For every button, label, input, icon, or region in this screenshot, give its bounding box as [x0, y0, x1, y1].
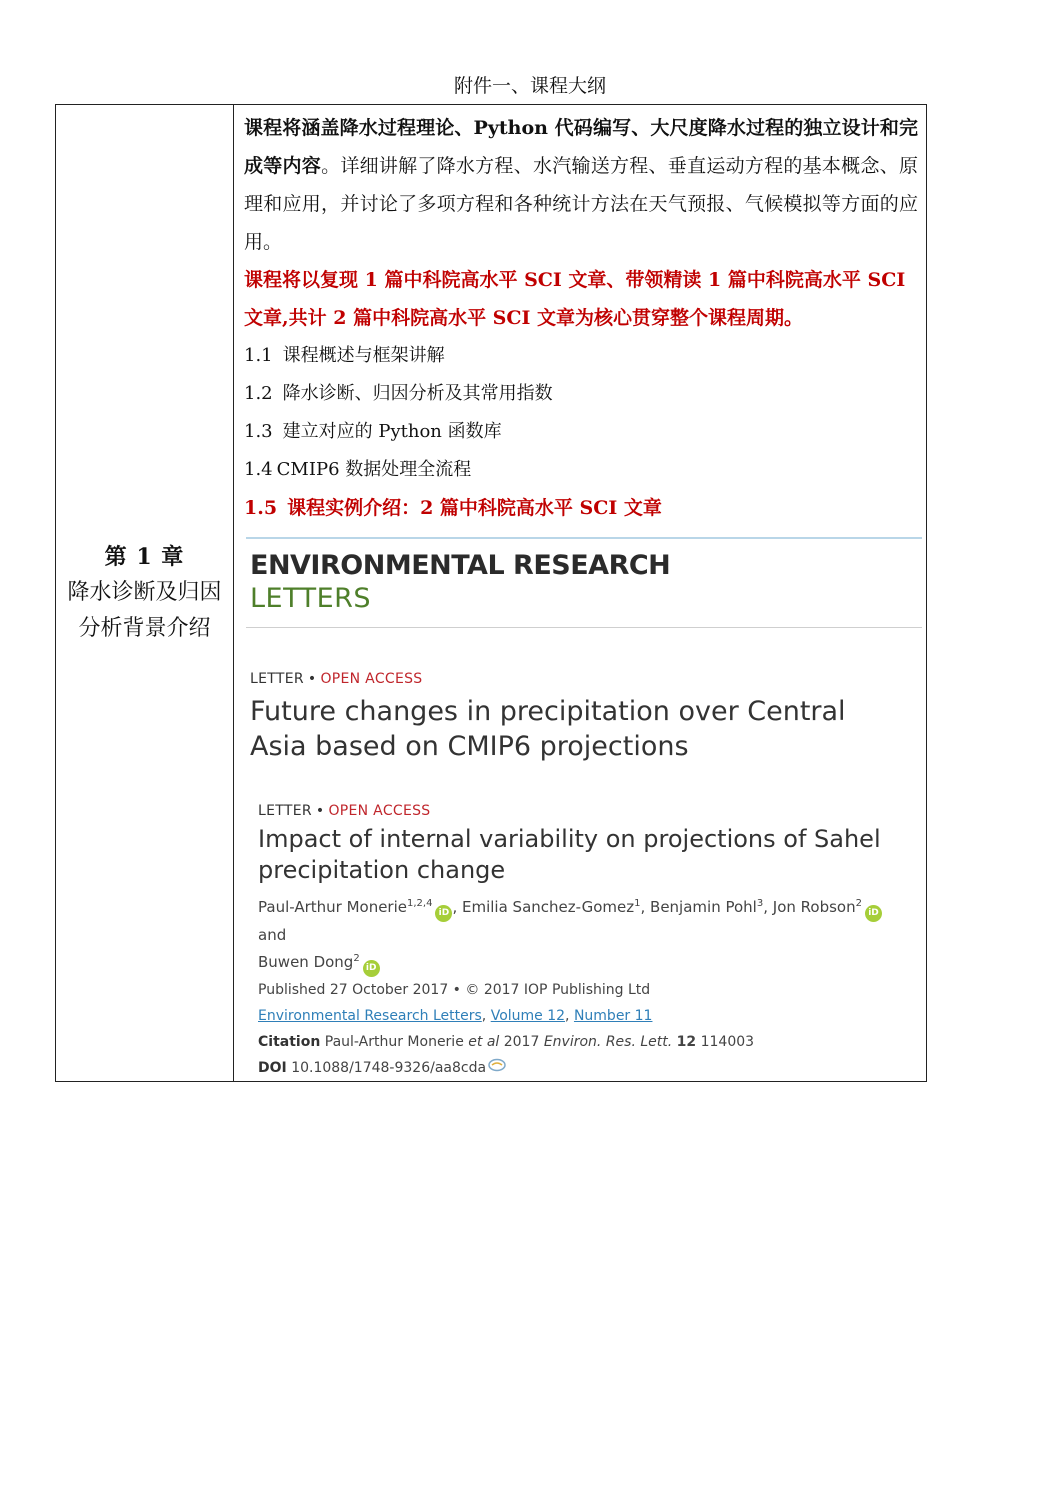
author-list: Paul-Arthur Monerie$^{1,2,4}$iD , Emilia Sanchez-Gomez$^1$, Benjamin Pohl$^3$, Jon Robson$^2$iD and Buwen Dong$^2$iD [258, 894, 908, 977]
journal-name-line1: ENVIRONMENTAL RESEARCH [250, 550, 671, 581]
article-card [258, 802, 922, 1081]
published-line: Published 27 October 2017 • © 2017 IOP Publishing Ltd [258, 982, 651, 998]
chapter-number: 第 1 章 [104, 544, 185, 570]
citation-line: Citation Paul-Arthur Monerie et al 2017 Environ. Res. Lett. 12 114003 [258, 1034, 755, 1050]
chapter-cell [56, 105, 234, 1082]
volume-link[interactable]: Volume 12 [490, 1008, 566, 1024]
outline-item: 1.5 课程实例介绍：2 篇中科院高水平 SCI 文章 [244, 497, 662, 519]
orcid-icon[interactable]: iD [363, 960, 380, 977]
table-row [56, 105, 927, 1082]
author-name[interactable]: Benjamin Pohl [650, 898, 757, 916]
crossref-icon[interactable] [488, 1058, 506, 1072]
author-name[interactable]: Emilia Sanchez-Gomez [462, 898, 635, 916]
open-access-label: OPEN ACCESS [328, 803, 431, 819]
article-title[interactable]: Impact of internal variability on projections of Sahel precipitation change [258, 825, 881, 884]
orcid-icon[interactable]: iD [435, 905, 452, 922]
doi-line: DOI 10.1088/1748-9326/aa8cda [258, 1055, 922, 1081]
intro-paragraph [244, 109, 918, 261]
journal-top-divider [246, 537, 922, 539]
journal-divider [246, 627, 922, 628]
intro-bold-lead: 课程将涵盖降水过程理论、Python 代码编写、大尺度降水过程的独立设计和完成等内容 [244, 117, 918, 177]
open-access-label: OPEN ACCESS [320, 671, 423, 687]
outline-item: 1.4 CMIP6 数据处理全流程 [244, 459, 472, 480]
outline-item: 1.3 建立对应的 Python 函数库 [244, 421, 502, 442]
outline-item: 1.1 课程概述与框架讲解 [244, 345, 445, 366]
article-title[interactable]: Future changes in precipitation over Central Asia based on CMIP6 projections [250, 696, 846, 762]
orcid-icon[interactable]: iD [865, 905, 882, 922]
highlight-paragraph: 课程将以复现 1 篇中科院高水平 SCI 文章、带领精读 1 篇中科院高水平 SCI 文章,共计 2 篇中科院高水平 SCI 文章为核心贯穿整个课程周期。 [244, 269, 906, 329]
journal-links: Environmental Research Letters, Volume 12, Number 11 [258, 1008, 653, 1024]
chapter-name: 降水诊断及归因分析背景介绍 [67, 580, 222, 641]
page-title: 附件一、课程大纲 [453, 75, 606, 97]
author-name[interactable]: Jon Robson [772, 898, 856, 916]
outline-table [55, 104, 927, 1082]
number-link[interactable]: Number 11 [573, 1008, 653, 1024]
journal-name-line2: LETTERS [250, 583, 372, 614]
intro-body: 。详细讲解了降水方程、水汽输送方程、垂直运动方程的基本概念、原理和应用，并讨论了多项方程和各种统计方法在天气预报、气候模拟等方面的应用。 [244, 155, 918, 253]
article-tag: LETTER • OPEN ACCESS [250, 671, 423, 687]
doi-value: 10.1088/1748-9326/aa8cda [291, 1060, 487, 1076]
author-name[interactable]: Buwen Dong [258, 953, 354, 971]
content-cell [234, 105, 927, 1082]
journal-screenshot [246, 537, 922, 1081]
outline-item: 1.2 降水诊断、归因分析及其常用指数 [244, 383, 553, 404]
article-tag: LETTER • OPEN ACCESS [258, 803, 431, 819]
article-card [250, 670, 922, 764]
author-name[interactable]: Paul-Arthur Monerie [258, 898, 407, 916]
journal-link[interactable]: Environmental Research Letters [258, 1008, 482, 1024]
outline-list [244, 337, 918, 527]
